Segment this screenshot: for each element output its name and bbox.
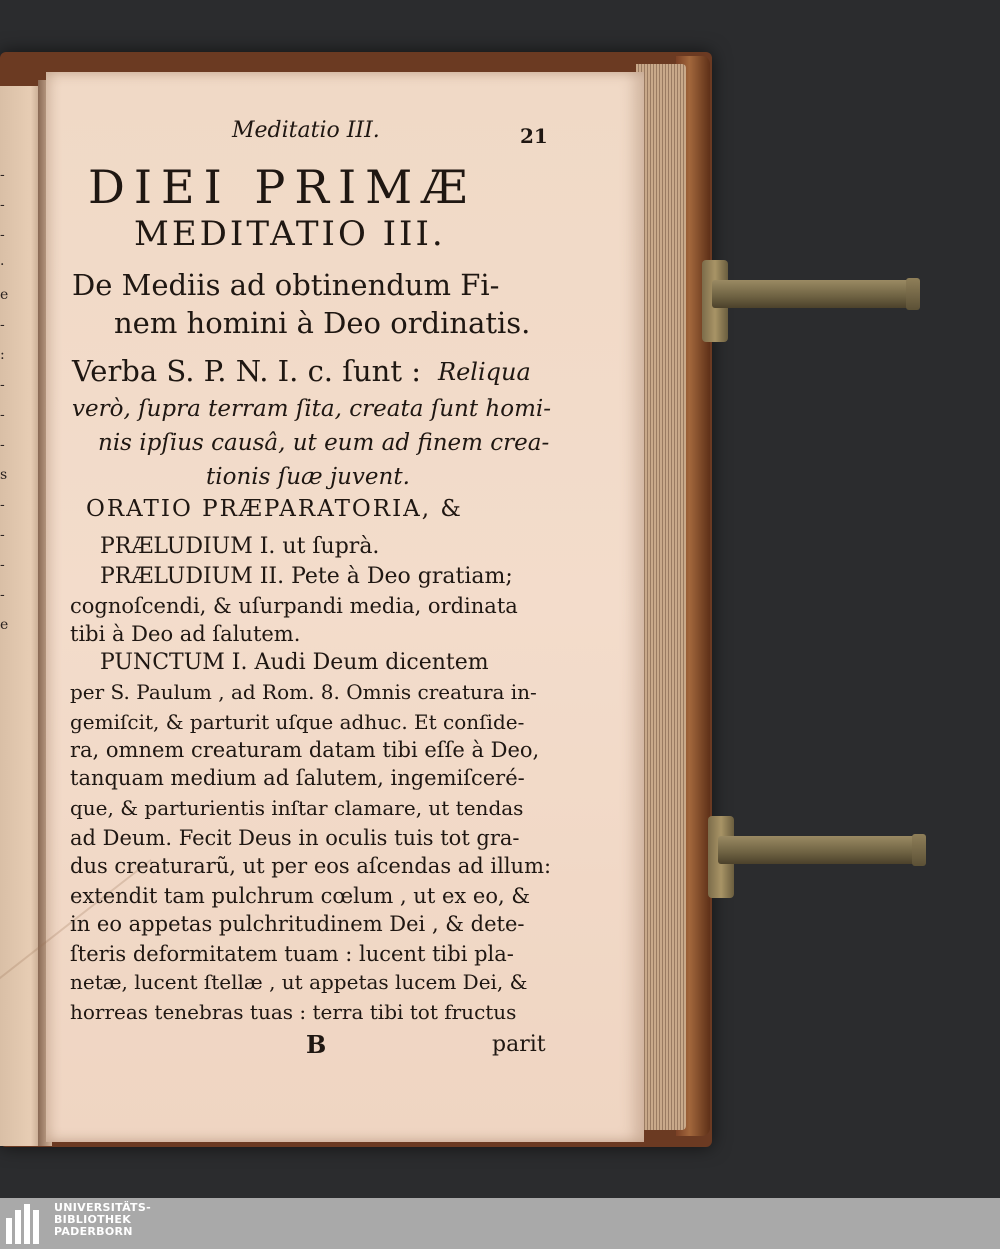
verba-quote-line: nis ipſius causâ, ut eum ad finem crea- <box>98 430 550 456</box>
catchword: parit <box>492 1032 546 1057</box>
body-line: tibi à Deo ad ſalutem. <box>70 622 301 646</box>
body-line: horreas tenebras tuas : terra tibi tot fructus <box>70 1000 517 1024</box>
footer-bar <box>0 1198 1000 1249</box>
running-head: Meditatio III. <box>232 118 380 143</box>
verba-quote-line: Reliqua <box>438 358 531 386</box>
body-line: gemiſcit, & parturit uſque adhuc. Et conſide- <box>70 710 525 734</box>
left-page-marks: - - - · e - : - - - s - - - - e <box>0 167 9 633</box>
upper-clasp <box>712 280 918 308</box>
title-line-1: DIEI PRIMÆ <box>88 160 477 214</box>
body-line: per S. Paulum , ad Rom. 8. Omnis creatura in- <box>70 680 537 704</box>
body-line: ra, omnem creaturam datam tibi eſſe à Deo, <box>70 738 540 762</box>
library-name-line: BIBLIOTHEK <box>54 1213 132 1226</box>
library-name-line: UNIVERSITÄTS- <box>54 1201 151 1214</box>
body-line: ad Deum. Fecit Deus in oculis tuis tot gra- <box>70 826 520 850</box>
body-line: que, & parturientis inſtar clamare, ut tendas <box>70 796 524 820</box>
title-line-2: MEDITATIO III. <box>134 214 446 254</box>
library-name <box>54 1202 151 1238</box>
body-line: PRÆLUDIUM II. Pete à Deo gratiam; <box>100 564 513 589</box>
upper-clasp-tip <box>906 278 920 310</box>
body-line: extendit tam pulchrum cœlum , ut ex eo, & <box>70 884 531 908</box>
body-line: netæ, lucent ſtellæ , ut appetas lucem Dei, & <box>70 970 528 994</box>
body-line: ſteris deformitatem tuam : lucent tibi pla- <box>70 942 514 966</box>
body-line: tanquam medium ad ſalutem, ingemiſceré- <box>70 766 525 790</box>
lower-clasp <box>718 836 924 864</box>
subtitle-line: De Mediis ad obtinendum Fi- <box>72 268 500 302</box>
signature-mark: B <box>306 1030 327 1059</box>
verba-quote-line: verò, ſupra terram ſita, creata ſunt homi- <box>72 396 552 422</box>
lower-clasp-tip <box>912 834 926 866</box>
library-name-line: PADERBORN <box>54 1225 133 1238</box>
body-line: in eo appetas pulchritudinem Dei , & dete- <box>70 912 525 936</box>
body-line: dus creaturarũ, ut per eos aſcendas ad illum: <box>70 854 552 878</box>
verba-quote-line: tionis ſuæ juvent. <box>206 464 410 490</box>
page-number: 21 <box>520 124 548 148</box>
body-line: PUNCTUM I. Audi Deum dicentem <box>100 650 489 675</box>
body-line: PRÆLUDIUM I. ut ſuprà. <box>100 534 380 559</box>
verba-lead: Verba S. P. N. I. c. ſunt : <box>72 354 421 388</box>
body-line: cognoſcendi, & uſurpandi media, ordinata <box>70 594 518 618</box>
subtitle-line: nem homini à Deo ordinatis. <box>114 306 531 340</box>
library-logo-icon <box>6 1202 46 1244</box>
oratio-heading: ORATIO PRÆPARATORIA, & <box>86 496 463 522</box>
